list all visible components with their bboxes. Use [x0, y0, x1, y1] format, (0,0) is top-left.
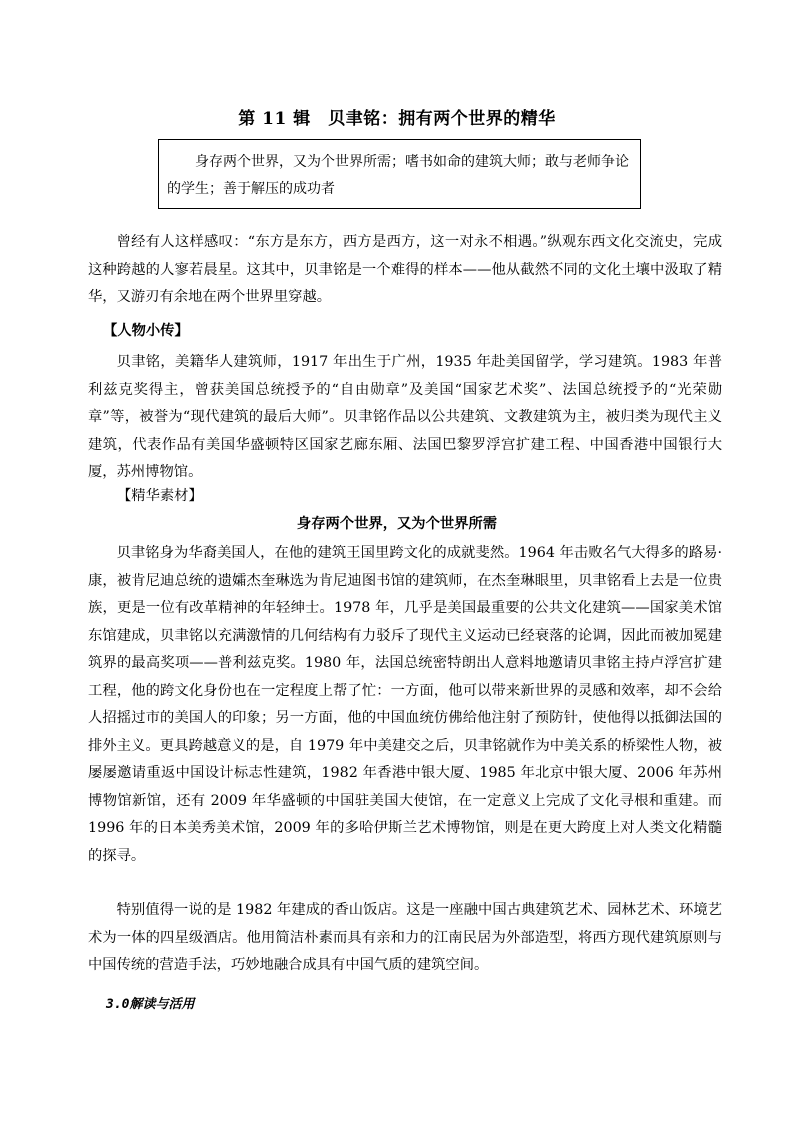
section-heading-material: 【精华素材】 [117, 488, 203, 504]
material-paragraph-2: 特别值得一说的是 1982 年建成的香山饭店。这是一座融中国古典建筑艺术、园林艺术、环境艺术为一体的四星级酒店。他用简洁朴素而具有亲和力的江南民居为外部造型，将西方现代建筑原则与中国传统的营造手法，巧妙地融合成具有中国气质的建筑空间。 [88, 902, 722, 973]
section-heading-interpretation: 3.0解读与活用 [106, 997, 195, 1012]
section-heading-bio: 【人物小传】 [103, 323, 189, 339]
bio-paragraph: 贝聿铭，美籍华人建筑师，1917 年出生于广州，1935 年赴美国留学，学习建筑。1983 年普利兹克奖得主，曾获美国总统授予的“自由勋章”及美国“国家艺术奖”、法国总统授予的“光荣勋章”等，被誉为“现代建筑的最后大师”。贝聿铭作品以公共建筑、文教建筑为主，被归类为现代主义建筑，代表作品有美国华盛顿特区国家艺廊东厢、法国巴黎罗浮宫扩建工程、中国香港中国银行大厦，苏州博物馆。 [88, 354, 722, 480]
page-title: 第 11 辑 贝聿铭：拥有两个世界的精华 [238, 109, 556, 129]
summary-box [158, 139, 641, 209]
summary-text: 身存两个世界，又为个世界所需；嗜书如命的建筑大师；敢与老师争论的学生；善于解压的成功者 [167, 154, 629, 197]
material-paragraph-1: 贝聿铭身为华裔美国人，在他的建筑王国里跨文化的成就斐然。1964 年击败名气大得多的路易·康，被肯尼迪总统的遗孀杰奎琳选为肯尼迪图书馆的建筑师，在杰奎琳眼里，贝聿铭看上去是一位贵族，更是一位有改革精神的年轻绅士。1978 年，几乎是美国最重要的公共文化建筑——国家美术馆东馆建成，贝聿铭以充满激情的几何结构有力驳斥了现代主义运动已经衰落的论调，因此而被加冕建筑界的最高奖项——普利兹克奖。1980 年，法国总统密特朗出人意料地邀请贝聿铭主持卢浮宫扩建工程，他的跨文化身份也在一定程度上帮了忙：一方面，他可以带来新世界的灵感和效率，却不会给人招摇过市的美国人的印象；另一方面，他的中国血统仿佛给他注射了预防针，使他得以抵御法国的排外主义。更具跨越意义的是，自 1979 年中美建交之后，贝聿铭就作为中美关系的桥梁性人物，被屡屡邀请重返中国设计标志性建筑，1982 年香港中银大厦、1985 年北京中银大厦、2006 年苏州博物馆新馆，还有 2009 年华盛顿的中国驻美国大使馆，在一定意义上完成了文化寻根和重建。而 1996 年的日本美秀美术馆，2009 年的多哈伊斯兰艺术博物馆，则是在更大跨度上对人类文化精髓的探寻。 [88, 545, 722, 864]
intro-paragraph: 曾经有人这样感叹：“东方是东方，西方是西方，这一对永不相遇。”纵观东西文化交流史，完成这种跨越的人寥若晨星。这其中，贝聿铭是一个难得的样本——他从截然不同的文化土壤中汲取了精华，又游刃有余地在两个世界里穿越。 [88, 234, 722, 305]
material-title: 身存两个世界，又为个世界所需 [296, 516, 498, 532]
